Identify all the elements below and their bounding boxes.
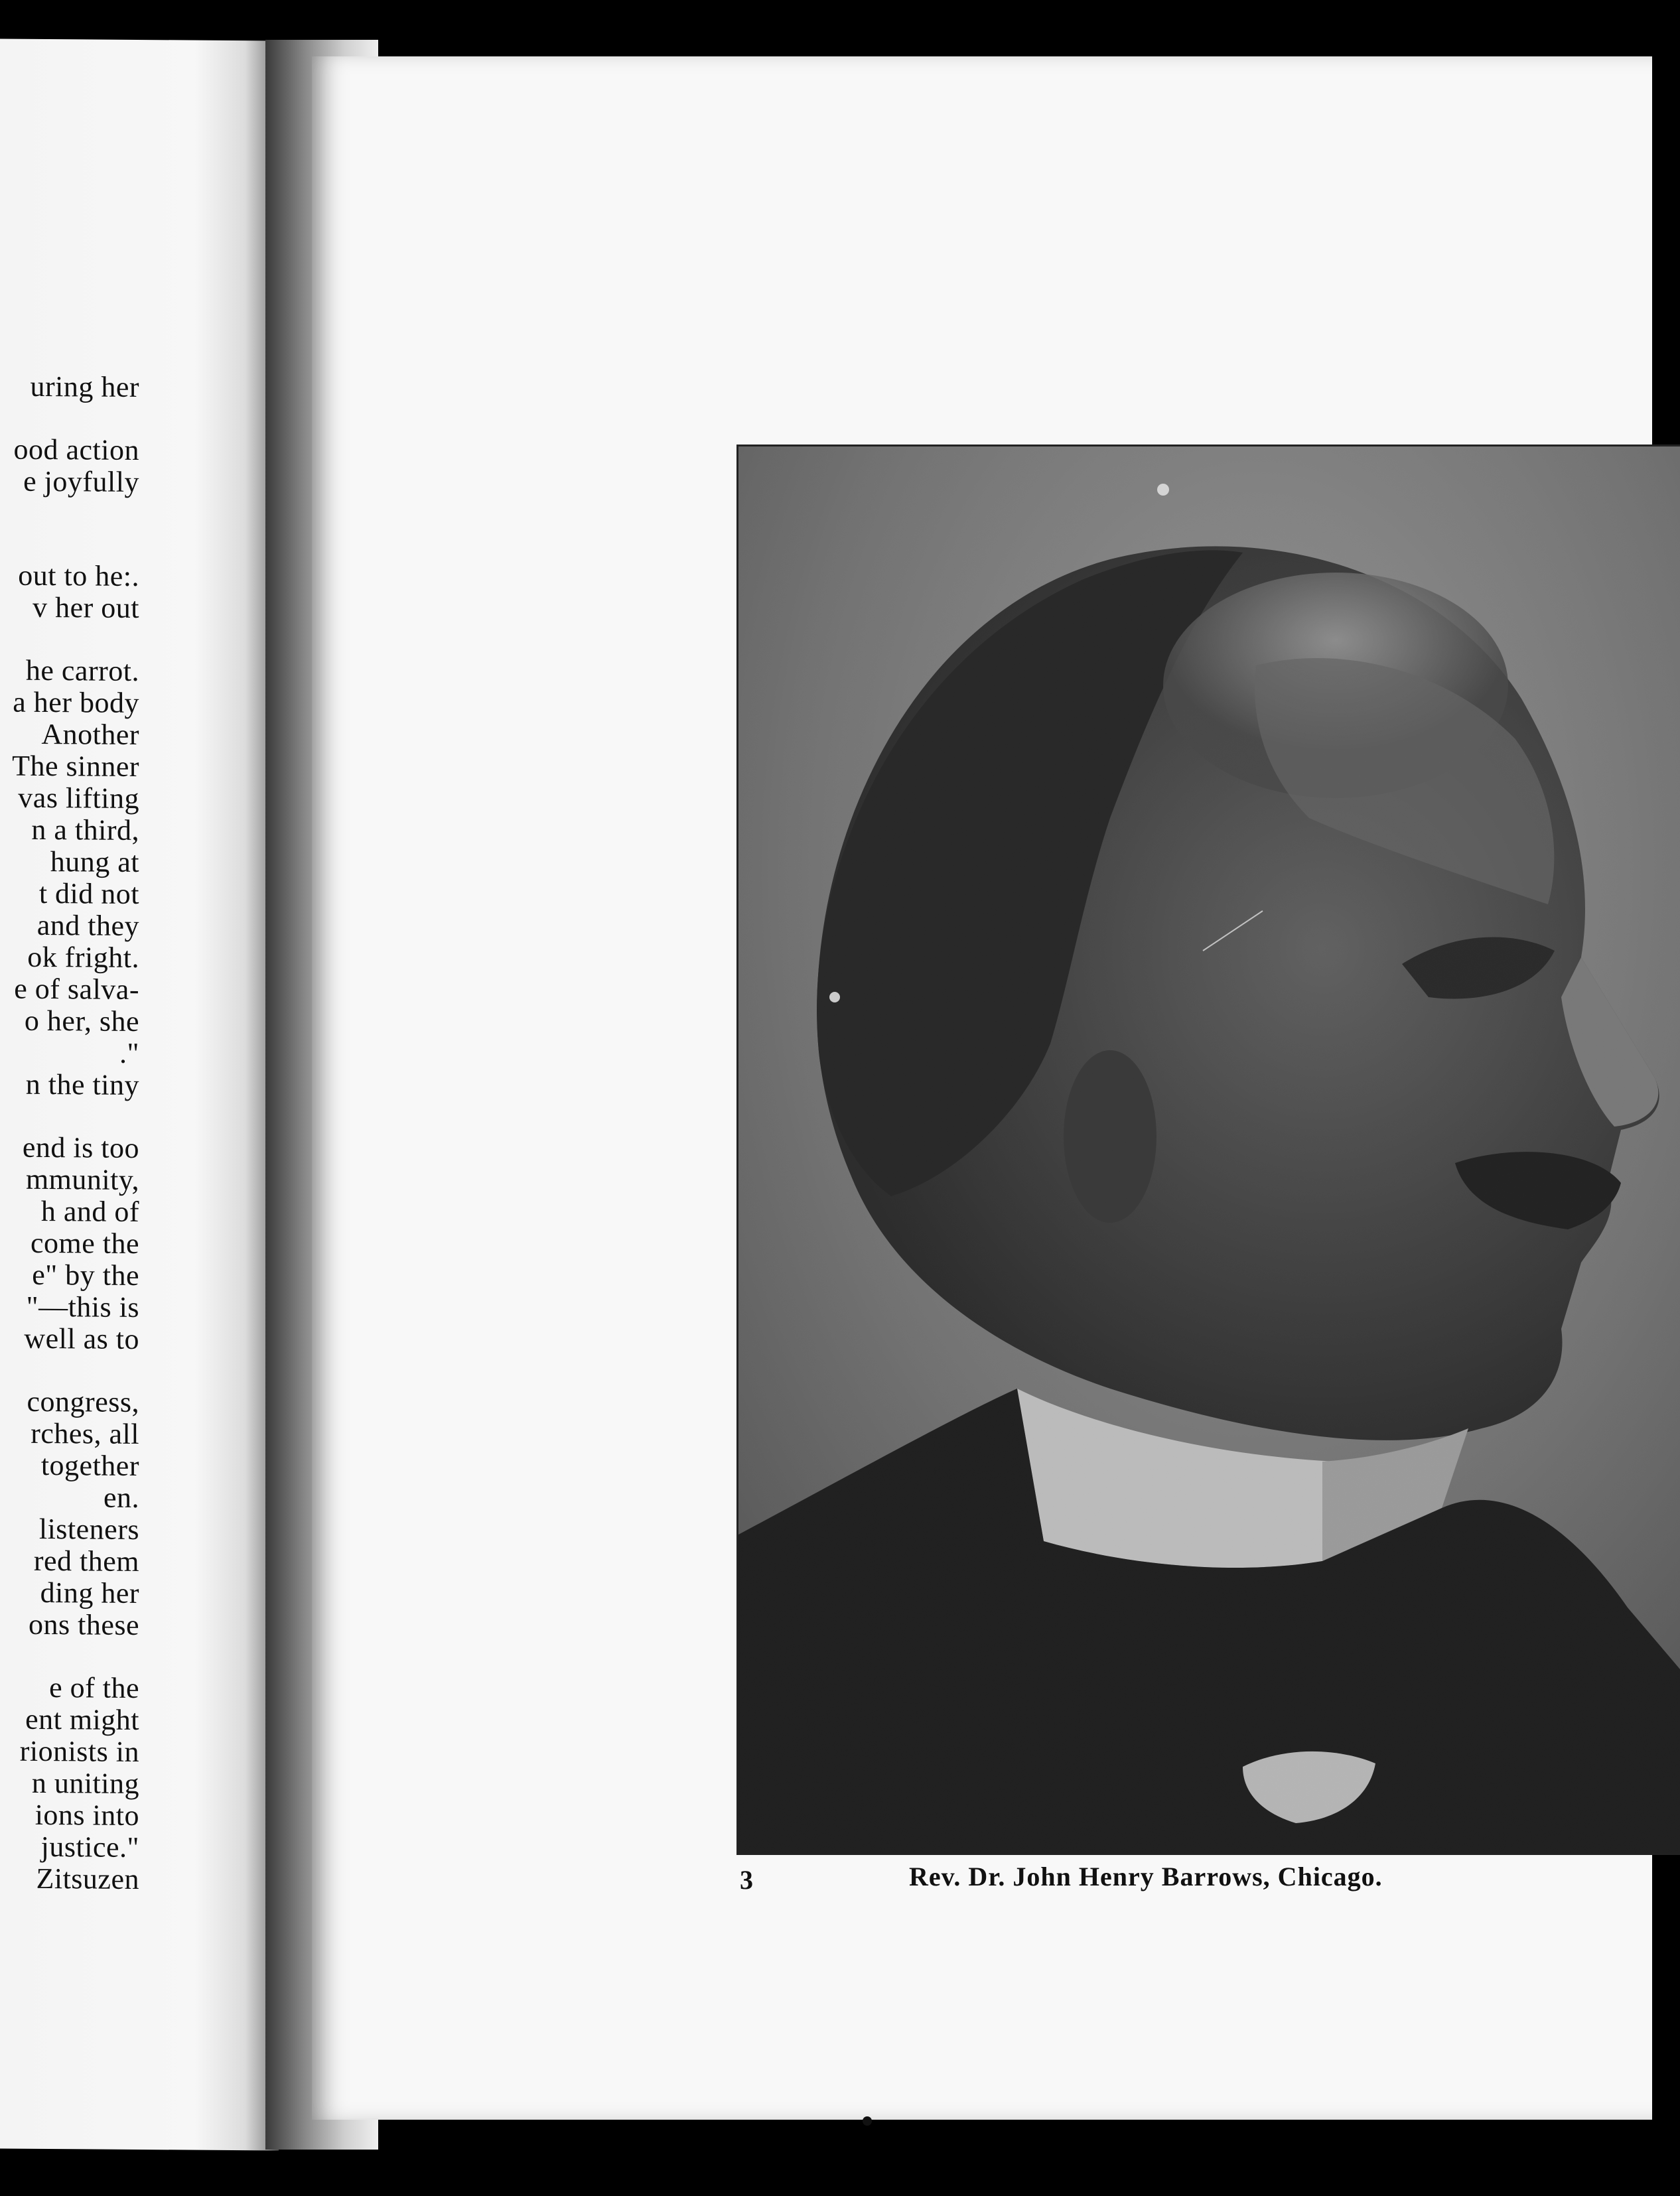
left-page-text-line: "—this is — [26, 1290, 139, 1324]
left-page-text-line: rches, all — [31, 1416, 139, 1450]
left-page-text-line: a her body — [13, 685, 139, 719]
left-page-text-line: e of salva- — [14, 972, 139, 1006]
line-gap — [0, 527, 139, 561]
left-page-text-line: justice." — [40, 1830, 139, 1864]
left-page-text-line: Another — [41, 717, 139, 751]
left-page-text-line: ok fright. — [27, 940, 139, 974]
left-page-text-line: well as to — [24, 1322, 139, 1355]
left-page-text-line: o her, she — [24, 1004, 139, 1038]
left-page-text-line: hung at — [50, 845, 139, 878]
left-page-text-line: out to he:. — [18, 559, 139, 592]
portrait-plate — [736, 445, 1680, 1855]
left-page-text-line: e of the — [49, 1671, 139, 1704]
left-page-text-line: he carrot. — [25, 653, 139, 687]
left-page-text-line: n a third, — [31, 813, 139, 847]
left-page — [0, 39, 279, 2151]
left-page-text-line: v her out — [33, 590, 139, 624]
left-page-text-line: and they — [36, 908, 139, 942]
left-page-text-line: The sinner — [12, 749, 139, 783]
left-page-text-line: e" by the — [32, 1258, 139, 1292]
portrait-photograph — [738, 446, 1680, 1853]
left-page-text-line: n uniting — [31, 1766, 139, 1800]
left-page-text-line: congress, — [27, 1385, 139, 1418]
left-page-text-line: Zitsuzen — [36, 1862, 139, 1895]
left-page-text-line: ent might — [25, 1702, 139, 1736]
line-gap — [0, 1639, 139, 1673]
right-page — [312, 56, 1652, 2120]
left-page-text-line: ions into — [35, 1798, 139, 1832]
line-gap — [0, 1099, 139, 1132]
line-gap — [0, 401, 139, 435]
line-gap — [0, 622, 139, 655]
line-gap — [0, 1353, 139, 1387]
left-page-text-line: come the — [30, 1226, 139, 1260]
ink-speck — [863, 2116, 872, 2126]
left-page-text-line: end is too — [22, 1131, 139, 1164]
left-page-text-line: n the tiny — [25, 1067, 139, 1101]
left-page-text-line: vas lifting — [18, 781, 139, 815]
left-page-text-line: e joyfully — [23, 464, 139, 498]
left-page-text-line: together — [40, 1448, 139, 1482]
line-gap — [0, 496, 139, 529]
left-page-text-line: rionists in — [19, 1734, 139, 1768]
left-page-text-line: ood action — [13, 433, 139, 466]
left-page-text-line: t did not — [38, 876, 139, 910]
left-page-text-line: ." — [119, 1036, 139, 1069]
left-page-text-line: listeners — [38, 1512, 139, 1546]
left-page-text-line: mmunity, — [25, 1162, 139, 1196]
left-page-text-line: h and of — [40, 1194, 139, 1228]
left-page-text-line: uring her — [30, 370, 139, 403]
left-page-text-line: ding her — [40, 1576, 139, 1610]
portrait-caption: Rev. Dr. John Henry Barrows, Chicago. — [909, 1862, 1383, 1891]
left-page-text-line: ons these — [28, 1608, 139, 1641]
left-page-text-column — [0, 370, 139, 1895]
left-page-text-line: en. — [103, 1481, 139, 1514]
left-page-text-line: red them — [33, 1544, 139, 1578]
plate-number: 3 — [740, 1865, 753, 1895]
